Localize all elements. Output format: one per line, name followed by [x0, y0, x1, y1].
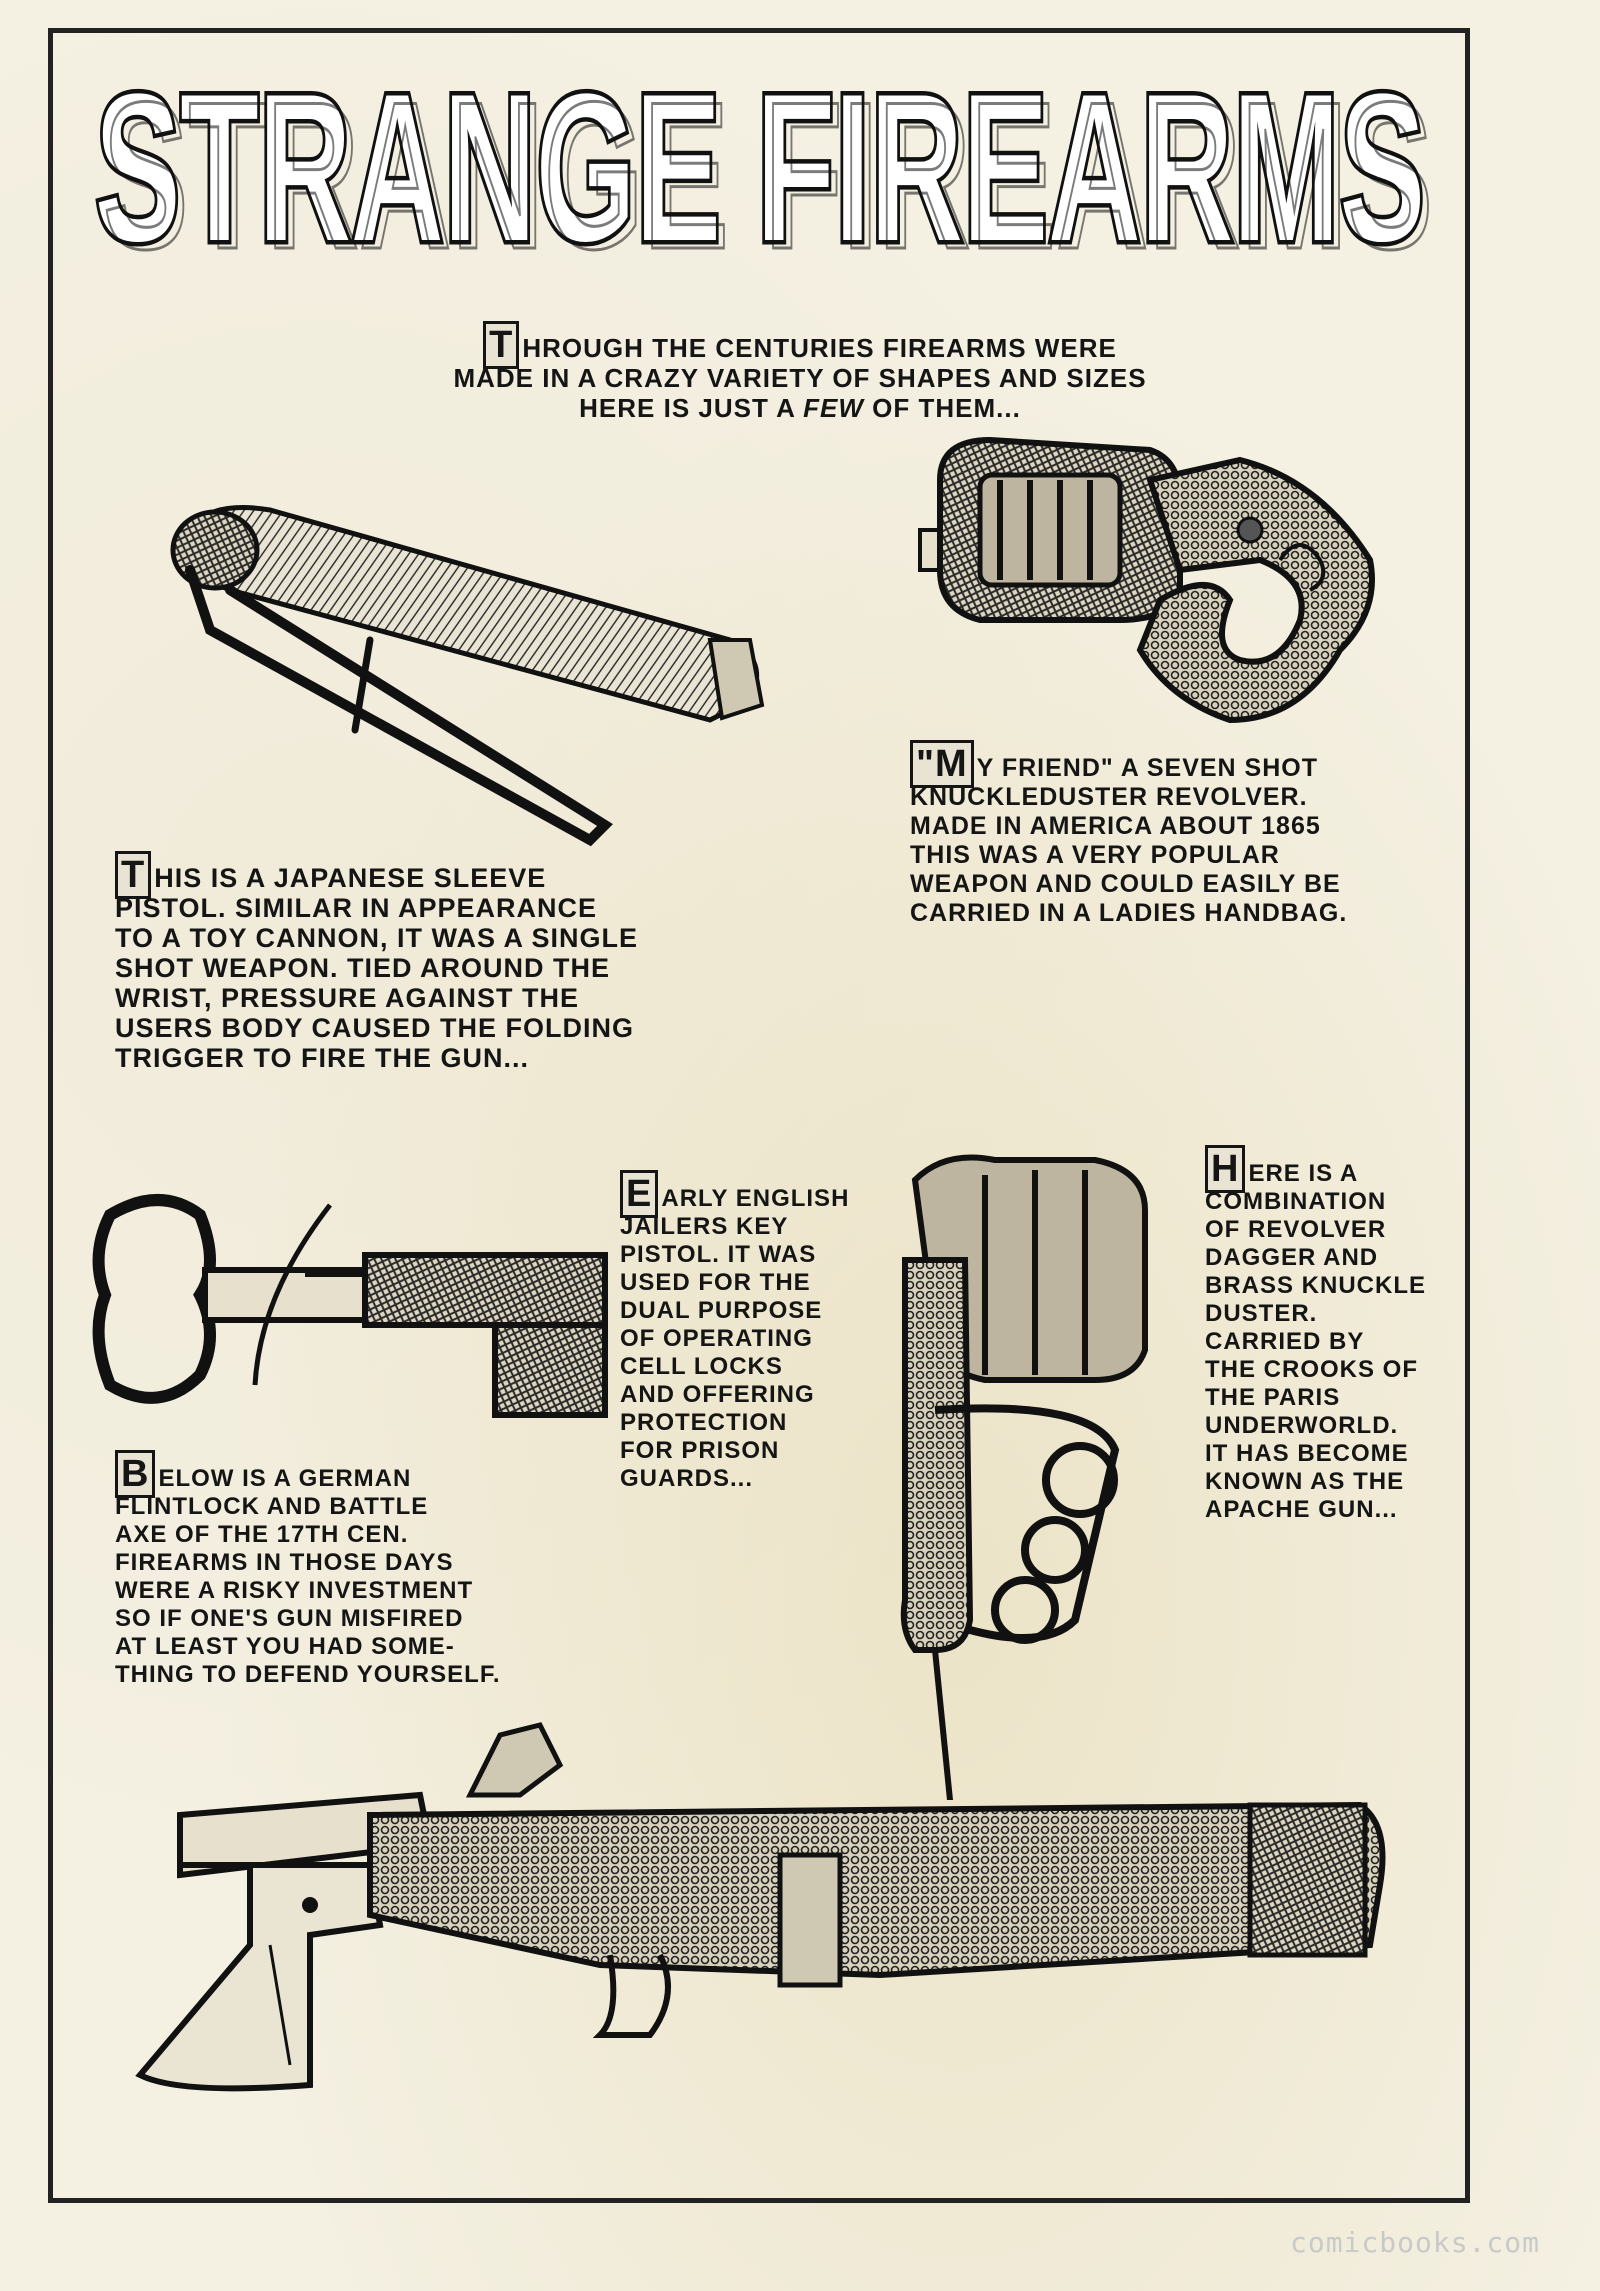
flintlock-axe-illustration: [120, 1715, 1400, 2115]
key-pistol-caption: EARLY ENGLISH JAILERS KEY PISTOL. IT WAS USED FOR THE DUAL PURPOSE OF OPERATING CELL LOCKS AND OFFERING PROTECTION FOR PRISON GUARDS...: [620, 1173, 850, 1492]
page-title: STRANGE FIREARMS: [95, 50, 1425, 280]
intro-emphasis: FEW: [803, 393, 864, 423]
my-friend-caption: "MY FRIEND" A SEVEN SHOT KNUCKLEDUSTER REVOLVER. MADE IN AMERICA ABOUT 1865 THIS WAS A VERY POPULAR WEAPON AND COULD EASILY BE CARRIED IN A LADIES HANDBAG.: [910, 743, 1348, 927]
sleeve-pistol-illustration: [150, 490, 790, 860]
flintlock-axe-caption: BELOW IS A GERMAN FLINTLOCK AND BATTLE AXE OF THE 17TH CEN. FIREARMS IN THOSE DAYS WERE A RISKY INVESTMENT SO IF ONE'S GUN MISFIRED AT LEAST YOU HAD SOME- THING TO DEFEND YOURSELF.: [115, 1453, 501, 1688]
title-shadow: STRANGE FIREARMS: [103, 58, 1433, 280]
apache-gun-caption: HERE IS A COMBINATION OF REVOLVER DAGGER AND BRASS KNUCKLE DUSTER. CARRIED BY THE CROOKS OF THE PARIS UNDERWORLD. IT HAS BECOME KNOWN AS THE APACHE GUN...: [1205, 1148, 1427, 1523]
key-pistol-illustration: [80, 1185, 620, 1425]
my-friend-revolver-illustration: [910, 420, 1390, 740]
intro-line-1: THROUGH THE CENTURIES FIREARMS WERE: [489, 324, 1117, 366]
intro-line-3-end: OF THEM...: [863, 393, 1021, 423]
intro-text: [340, 324, 1260, 423]
watermark: comicbooks.com: [1289, 2226, 1540, 2259]
sleeve-pistol-caption: THIS IS A JAPANESE SLEEVE PISTOL. SIMILAR IN APPEARANCE TO A TOY CANNON, IT WAS A SINGLE SHOT WEAPON. TIED AROUND THE WRIST, PRESSURE AGAINST THE USERS BODY CAUSED THE FOLDING TRIGGER TO FIRE THE GUN...: [115, 854, 639, 1073]
apache-gun-illustration: [895, 1150, 1175, 1800]
intro-line-3-start: HERE IS JUST A: [579, 393, 804, 423]
title-banner: [60, 40, 1460, 280]
intro-line-2: MADE IN A CRAZY VARIETY OF SHAPES AND SIZES: [453, 363, 1147, 393]
